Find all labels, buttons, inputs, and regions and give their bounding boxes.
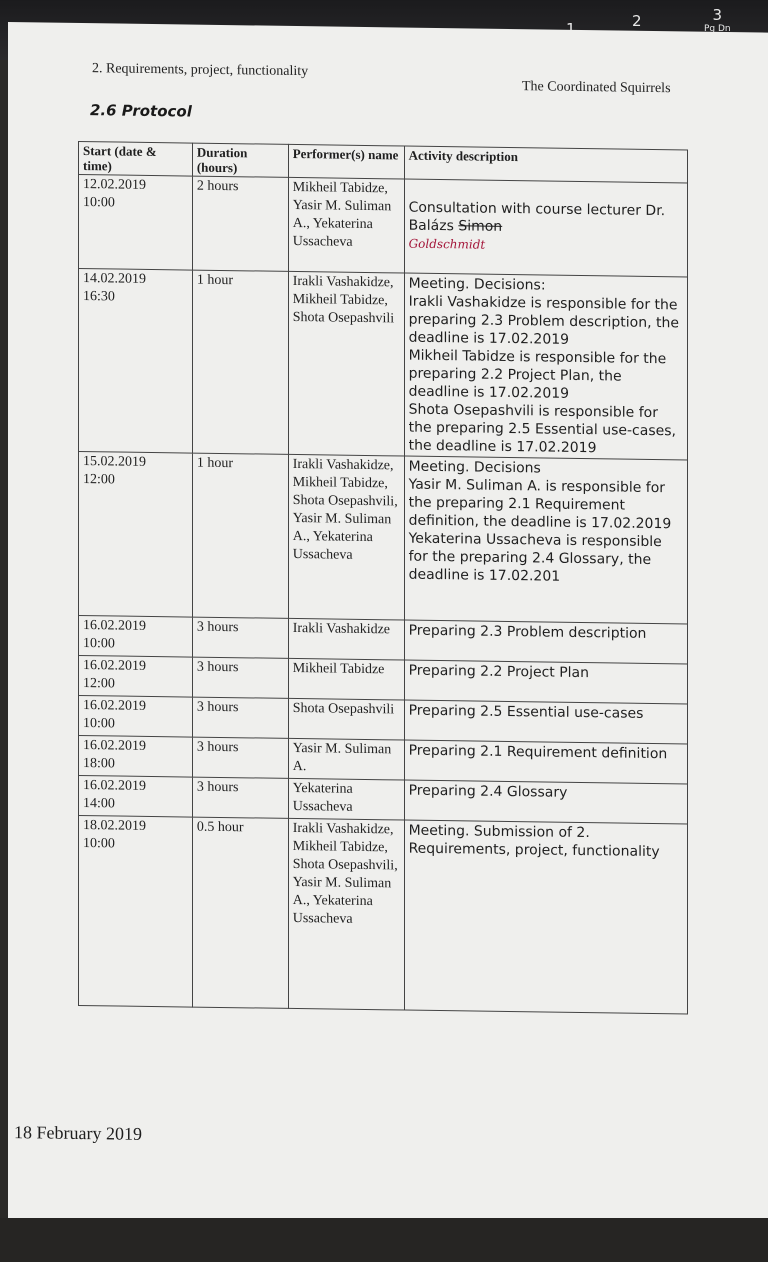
cell-duration: 0.5 hour xyxy=(192,817,288,1008)
cell-performers: Yekaterina Ussacheva xyxy=(288,778,404,820)
col-header-performers: Performer(s) name xyxy=(288,144,404,179)
cell-start: 14.02.2019 16:30 xyxy=(79,268,193,453)
cell-activity: Meeting. Submission of 2. Requirements, project, functionality xyxy=(404,820,687,1014)
cell-performers: Irakli Vashakidze xyxy=(288,618,404,660)
cell-duration: 2 hours xyxy=(192,176,288,271)
desk-background xyxy=(0,1218,768,1262)
cell-start: 16.02.2019 12:00 xyxy=(79,655,193,697)
cell-duration: 3 hours xyxy=(192,777,288,818)
table-row xyxy=(79,174,688,277)
key-3-pgdn xyxy=(704,6,731,34)
cell-activity: Preparing 2.2 Project Plan xyxy=(404,660,687,704)
cell-performers: Irakli Vashakidze, Mikheil Tabidze, Shota Osepashvili, Yasir M. Suliman A., Yekaterina Ussacheva xyxy=(288,818,404,1010)
section-title: 2.6 Protocol xyxy=(90,101,192,121)
cell-activity: Preparing 2.1 Requirement definition xyxy=(404,740,687,784)
key-3-sublabel: Pg Dn xyxy=(704,24,731,34)
cell-duration: 3 hours xyxy=(192,657,288,698)
cell-performers: Irakli Vashakidze, Mikheil Tabidze, Shota Osepashvili, Yasir M. Suliman A., Yekaterina Ussacheva xyxy=(288,454,404,620)
cell-duration: 3 hours xyxy=(192,617,288,658)
cell-activity xyxy=(404,179,687,277)
key-2-label: 2 xyxy=(632,12,642,30)
cell-duration: 3 hours xyxy=(192,737,288,778)
key-3-label: 3 xyxy=(712,6,723,24)
cell-start: 16.02.2019 14:00 xyxy=(79,775,193,817)
cell-performers: Mikheil Tabidze xyxy=(288,658,404,700)
cell-start: 15.02.2019 12:00 xyxy=(79,451,193,617)
cell-duration: 1 hour xyxy=(192,453,288,618)
cell-duration: 1 hour xyxy=(192,270,288,454)
col-header-duration: Duration (hours) xyxy=(192,143,288,177)
cell-start: 16.02.2019 10:00 xyxy=(79,695,193,737)
col-header-activity: Activity description xyxy=(404,146,687,183)
cell-start: 16.02.2019 10:00 xyxy=(79,615,193,657)
cell-activity: Preparing 2.3 Problem description xyxy=(404,620,687,664)
table-row xyxy=(79,451,688,624)
cell-performers: Shota Osepashvili xyxy=(288,698,404,740)
cell-start: 18.02.2019 10:00 xyxy=(79,815,193,1007)
table-row xyxy=(79,815,688,1014)
table-row xyxy=(79,268,688,460)
activity-text: Consultation with course lecturer Dr. Balázs xyxy=(408,199,666,235)
cell-performers: Irakli Vashakidze, Mikheil Tabidze, Shota Osepashvili xyxy=(288,271,404,456)
cell-activity: Meeting. Decisions Yasir M. Suliman A. is responsible for the preparing 2.1 Requirement definition, the deadline is 17.02.2019 Yekaterina Ussacheva is responsible for the preparing 2.4 Glossary, the deadline is 17.02.201 xyxy=(404,456,687,624)
cell-duration: 3 hours xyxy=(192,697,288,738)
handwritten-correction: Goldschmidt xyxy=(408,236,486,252)
document-page xyxy=(8,22,768,1233)
running-header-left: 2. Requirements, project, functionality xyxy=(92,61,309,80)
cell-start: 12.02.2019 10:00 xyxy=(79,174,193,270)
cell-performers: Yasir M. Suliman A. xyxy=(288,738,404,780)
protocol-table xyxy=(78,141,688,1015)
footer-date: 18 February 2019 xyxy=(14,1122,142,1144)
cell-activity: Preparing 2.5 Essential use-cases xyxy=(404,700,687,744)
cell-activity: Meeting. Decisions: Irakli Vashakidze is responsible for the preparing 2.3 Problem description, the deadline is 17.02.2019 Mikheil Tabidze is responsible for the preparing 2.2 Project Plan, the deadline is 17.02.2019 Shota Osepashvili is responsible for the preparing 2.5 Essential use-cases, the deadline is 17.02.2019 xyxy=(404,273,687,460)
running-header-right: The Coordinated Squirrels xyxy=(522,79,671,97)
key-2 xyxy=(632,12,642,30)
cell-start: 16.02.2019 18:00 xyxy=(79,735,193,777)
cell-performers: Mikheil Tabidze, Yasir M. Suliman A., Yekaterina Ussacheva xyxy=(288,177,404,273)
cell-activity: Preparing 2.4 Glossary xyxy=(404,780,687,824)
col-header-start: Start (date & time) xyxy=(79,141,193,176)
struck-name: Simon xyxy=(458,218,503,235)
